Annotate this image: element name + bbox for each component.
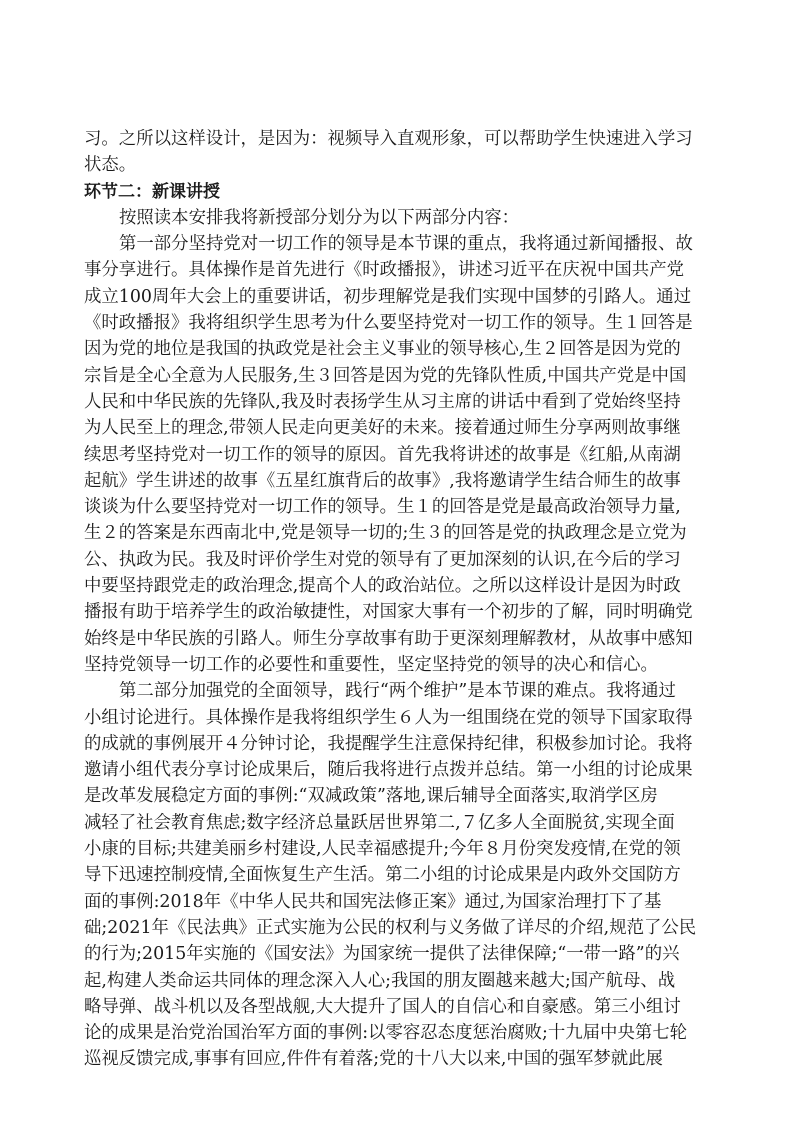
- text-line: 状态。: [84, 155, 137, 176]
- text-line: 生２的答案是东西南北中,党是领导一切的;生３的回答是党的执政理念是立党为: [84, 523, 687, 544]
- paragraph-intro: 按照读本安排我将新授部分划分为以下两部分内容：: [119, 207, 519, 228]
- text-line: 邀请小组代表分享讨论成果后，随后我将进行点拨并总结。第一小组的讨论成果: [84, 760, 693, 781]
- text-line: 起,构建人类命运共同体的理念深入人心;我国的朋友圈越来越大;国产航母、战: [84, 970, 676, 991]
- text-line: 第一部分坚持党对一切工作的领导是本节课的重点，我将通过新闻播报、故: [119, 234, 693, 255]
- text-line: 事分享进行。具体操作是首先进行《时政播报》，讲述习近平在庆祝中国共产党: [84, 260, 684, 281]
- text-line: 巡视反馈完成,事事有回应,件件有着落;党的十八大以来,中国的强军梦就此展: [84, 1049, 663, 1070]
- text-line: 始终是中华民族的引路人。师生分享故事有助于更深刻理解教材，从故事中感知: [84, 628, 693, 649]
- text-line: 因为党的地位是我国的执政党是社会主义事业的领导核心,生２回答是因为党的: [84, 339, 681, 360]
- text-line: 谈谈为什么要坚持党对一切工作的领导。生１的回答是党是最高政治领导力量,: [84, 497, 681, 518]
- text-line: 人民和中华民族的先锋队,我及时表扬学生从习主席的讲话中看到了党始终坚持: [84, 391, 681, 412]
- text-line: 的行为;2015年实施的《国安法》为国家统一提供了法律保障;“一带一路”的兴: [84, 944, 680, 965]
- text-line: 《时政播报》我将组织学生思考为什么要坚持党对一切工作的领导。生１回答是: [84, 313, 693, 334]
- text-line: 播报有助于培养学生的政治敏捷性，对国家大事有一个初步的了解，同时明确党: [84, 602, 693, 623]
- text-line: 宗旨是全心全意为人民服务,生３回答是因为党的先锋队性质,中国共产党是中国: [84, 365, 687, 386]
- text-line: 中要坚持跟党走的政治理念,提高个人的政治站位。之所以这样设计是因为时政: [84, 576, 681, 597]
- text-line: 为人民至上的理念,带领人民走向更美好的未来。接着通过师生分享两则故事继: [84, 418, 681, 439]
- text-line: 小组讨论进行。具体操作是我将组织学生６人为一组围绕在党的领导下国家取得: [84, 707, 693, 728]
- text-line: 第二部分加强党的全面领导，践行“两个维护”是本节课的难点。我将通过: [119, 681, 676, 702]
- text-line: 的成就的事例展开４分钟讨论，我提醒学生注意保持纪律，积极参加讨论。我将: [84, 733, 693, 754]
- text-line: 论的成果是治党治国治军方面的事例:以零容忍态度惩治腐败;十九届中央第七轮: [84, 1023, 688, 1044]
- text-line: 导下迅速控制疫情,全面恢复生产生活。第二小组的讨论成果是内政外交国防方: [84, 865, 681, 886]
- text-line: 面的事例:2018年《中华人民共和国宪法修正案》通过,为国家治理打下了基: [84, 891, 662, 912]
- section-heading: 环节二：新课讲授: [84, 181, 220, 202]
- text-line: 坚持党领导一切工作的必要性和重要性，坚定坚持党的领导的决心和信心。: [84, 654, 658, 675]
- text-line: 是改革发展稳定方面的事例:“双减政策”落地,课后辅导全面落实,取消学区房: [84, 786, 658, 807]
- document-body: [84, 126, 712, 1073]
- text-line: 公、执政为民。我及时评价学生对党的领导有了更加深刻的认识,在今后的学习: [84, 549, 681, 570]
- text-line: 习。之所以这样设计，是因为：视频导入直观形象，可以帮助学生快速进入学习: [84, 129, 693, 149]
- text-line: 起航》学生讲述的故事《五星红旗背后的故事》,我将邀请学生结合师生的故事: [84, 470, 681, 491]
- text-line: 续思考坚持党对一切工作的领导的原因。首先我将讲述的故事是《红船,从南湖: [84, 444, 681, 465]
- text-line: 成立100周年大会上的重要讲话，初步理解党是我们实现中国梦的引路人。通过: [84, 286, 692, 307]
- text-line: 减轻了社会教育焦虑;数字经济总量跃居世界第二,７亿多人全面脱贫,实现全面: [84, 812, 675, 833]
- text-line: 础;2021年《民法典》正式实施为公民的权利与义务做了详尽的介绍,规范了公民: [84, 917, 697, 938]
- text-line: 小康的目标;共建美丽乡村建设,人民幸福感提升;今年８月份突发疫情,在党的领: [84, 839, 681, 860]
- text-line: 略导弹、战斗机以及各型战舰,大大提升了国人的自信心和自豪感。第三小组讨: [84, 996, 681, 1017]
